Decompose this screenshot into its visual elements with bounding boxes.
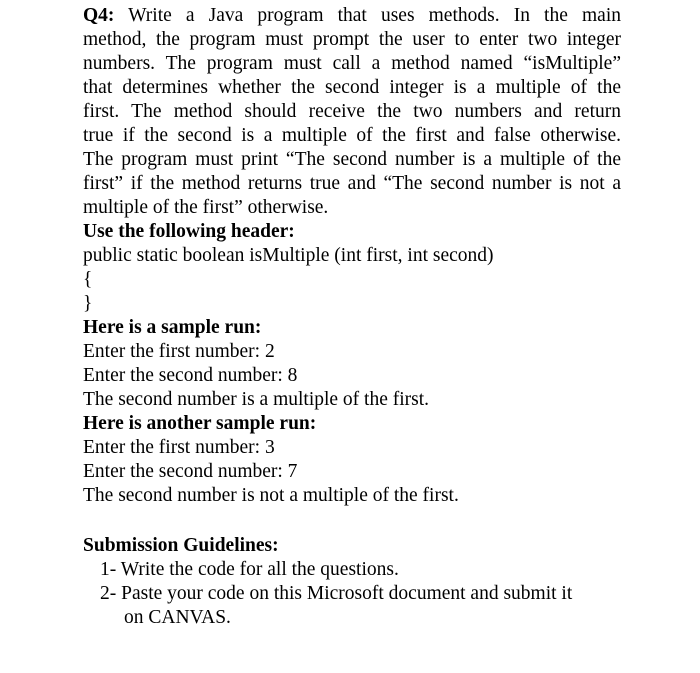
- spacer: [83, 508, 621, 534]
- submission-item: 2- Paste your code on this Microsoft document and submit it: [100, 583, 573, 604]
- submission-title: Submission Guidelines:: [83, 535, 279, 556]
- method-signature: public static boolean isMultiple (int first, int second): [83, 245, 494, 266]
- question-line: first. The method should receive the two numbers and return: [83, 101, 621, 122]
- sample-run-line: Enter the first number: 2: [83, 341, 275, 362]
- sample-run-line: The second number is a multiple of the first.: [83, 389, 430, 410]
- question-line: true if the second is a multiple of the first and false otherwise.: [83, 125, 621, 146]
- question-line: Q4: Write a Java program that uses methods. In the main: [83, 5, 621, 26]
- another-sample-run-title: Here is another sample run:: [83, 413, 317, 434]
- question-line: that determines whether the second integer is a multiple of the: [83, 77, 621, 98]
- sample-run-line: Enter the first number: 3: [83, 437, 275, 458]
- sample-run-title: Here is a sample run:: [83, 317, 262, 338]
- question-line: first” if the method returns true and “The second number is not a: [83, 173, 621, 194]
- question-line: The program must print “The second number is a multiple of the: [83, 149, 621, 170]
- header-title: Use the following header:: [83, 221, 295, 242]
- question-label: Q4:: [83, 5, 115, 26]
- question-line: method, the program must prompt the user to enter two integer: [83, 29, 621, 50]
- sample-run-line: Enter the second number: 7: [83, 461, 298, 482]
- submission-item-continuation: on CANVAS.: [124, 607, 231, 628]
- question-line: multiple of the first” otherwise.: [83, 197, 329, 218]
- sample-run-line: The second number is not a multiple of the first.: [83, 485, 459, 506]
- document-body: [83, 4, 621, 630]
- submission-item: 1- Write the code for all the questions.: [100, 559, 399, 580]
- close-brace: }: [83, 293, 93, 314]
- question-line: numbers. The program must call a method named “isMultiple”: [83, 53, 621, 74]
- sample-run-line: Enter the second number: 8: [83, 365, 298, 386]
- open-brace: {: [83, 269, 93, 290]
